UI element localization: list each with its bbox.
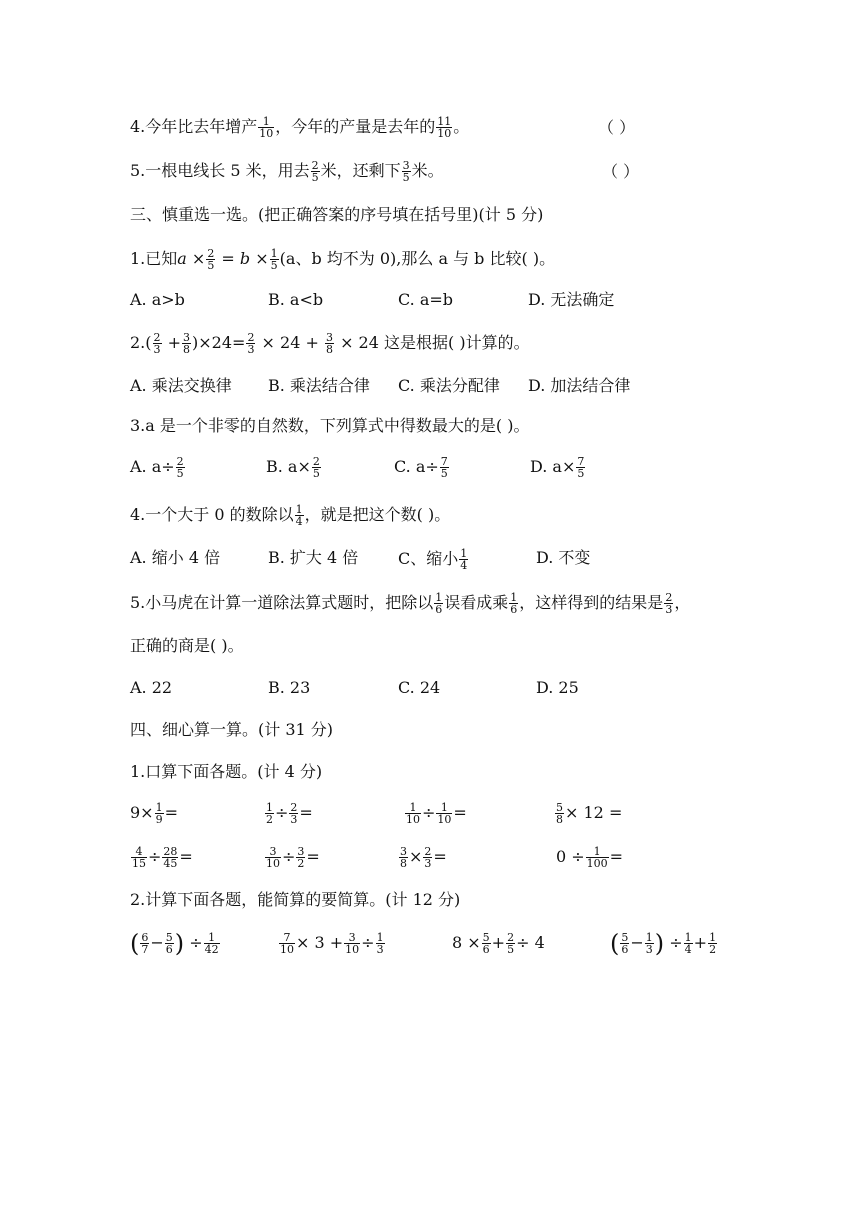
option-b[interactable]: B. 乘法结合律 (268, 376, 370, 395)
choice-q1: 1.已知a × $\frac{2}{5}$ = b × $\frac{1}{5}$ (a、b 均不为 0),那么 a 与 b 比较( )。 (130, 247, 556, 272)
choice-q4: 4.一个大于 0 的数除以 $\frac{1}{4}$ ，就是把这个数( )。 (130, 503, 451, 528)
answer-paren[interactable]: （ ） (602, 162, 640, 181)
oral-calc: $\frac{1}{2}$ ÷ $\frac{2}{3}$ = (266, 801, 313, 826)
judge-q5: 5.一根电线长 5 米，用去 $\frac{2}{5}$ 米，还剩下 $\frac{3}{5}$ 米。 (130, 159, 444, 184)
option-b[interactable]: B. a<b (268, 290, 324, 309)
oral-calc: 0 ÷ $\frac{1}{100}$ = (556, 845, 624, 870)
option-d[interactable]: D. a× $\frac{7}{5}$ (530, 455, 585, 480)
option-a[interactable]: A. 乘法交换律 (130, 376, 232, 395)
option-d[interactable]: D. 25 (536, 678, 579, 697)
option-a[interactable]: A. a>b (130, 290, 185, 309)
section-title: 四、细心算一算。(计 31 分) (130, 720, 334, 739)
choice-q3: 3.a 是一个非零的自然数，下列算式中得数最大的是( )。 (130, 416, 530, 435)
option-c[interactable]: C、缩小 $\frac{1}{4}$ (398, 547, 468, 572)
fraction: $\frac{1}{10}$ (259, 115, 274, 140)
option-d[interactable]: D. 加法结合律 (528, 376, 631, 395)
subsection-title: 2.计算下面各题，能简算的要简算。(计 12 分) (130, 890, 461, 909)
fraction: $\frac{2}{5}$ (311, 159, 319, 184)
oral-calc: $\frac{4}{15}$ ÷ $\frac{28}{45}$ = (132, 845, 193, 870)
subsection-title: 1.口算下面各题。(计 4 分) (130, 762, 323, 781)
option-b[interactable]: B. a× $\frac{2}{5}$ (266, 455, 320, 480)
q-text: 4.今年比去年增产 (130, 117, 258, 136)
option-b[interactable]: B. 扩大 4 倍 (268, 548, 359, 567)
option-a[interactable]: A. a÷ $\frac{2}{5}$ (130, 455, 184, 480)
oral-calc: $\frac{3}{8}$ × $\frac{2}{3}$ = (400, 845, 447, 870)
answer-paren[interactable]: （ ） (598, 118, 636, 137)
calc-problem: $\frac{7}{10}$ × 3 + $\frac{3}{10}$ ÷ $\frac{1}{3}$ (280, 931, 384, 956)
oral-calc: 9× $\frac{1}{9}$ = (130, 801, 178, 826)
option-c[interactable]: C. a=b (398, 290, 454, 309)
choice-q2: 2.( $\frac{2}{3}$ + $\frac{3}{8}$ )×24= $\frac{2}{3}$ × 24 + $\frac{3}{8}$ × 24 这是根据( )计算的。 (130, 331, 530, 356)
oral-calc: $\frac{1}{10}$ ÷ $\frac{1}{10}$ = (406, 801, 467, 826)
choice-q5-line2: 正确的商是( )。 (130, 636, 244, 655)
fraction: $\frac{3}{5}$ (402, 159, 410, 184)
calc-problem: 8 × $\frac{5}{6}$ + $\frac{2}{5}$ ÷ 4 (452, 931, 545, 956)
choice-q5: 5.小马虎在计算一道除法算式题时，把除以 $\frac{1}{6}$ 误看成乘 $\frac{1}{6}$ ，这样得到的结果是 $\frac{2}{3}$ ， (130, 591, 691, 616)
calc-problem: ( $\frac{5}{6}$ − $\frac{1}{3}$ ) ÷ $\frac{1}{4}$ + $\frac{1}{2}$ (610, 929, 717, 958)
option-c[interactable]: C. 24 (398, 678, 441, 697)
option-b[interactable]: B. 23 (268, 678, 311, 697)
calc-problem: ( $\frac{6}{7}$ − $\frac{5}{6}$ ) ÷ $\frac{1}{42}$ (130, 929, 219, 958)
section-title: 三、慎重选一选。(把正确答案的序号填在括号里)(计 5 分) (130, 205, 544, 224)
fraction: $\frac{11}{10}$ (437, 115, 452, 140)
option-d[interactable]: D. 无法确定 (528, 290, 615, 309)
judge-q4: 4.今年比去年增产 $\frac{1}{10}$ ，今年的产量是去年的 $\frac{11}{10}$ 。 (130, 115, 470, 140)
option-c[interactable]: C. a÷ $\frac{7}{5}$ (394, 455, 448, 480)
oral-calc: $\frac{5}{8}$ × 12 = (556, 801, 623, 826)
oral-calc: $\frac{3}{10}$ ÷ $\frac{3}{2}$ = (266, 845, 320, 870)
option-c[interactable]: C. 乘法分配律 (398, 376, 500, 395)
option-a[interactable]: A. 22 (130, 678, 173, 697)
option-d[interactable]: D. 不变 (536, 548, 591, 567)
option-a[interactable]: A. 缩小 4 倍 (130, 548, 221, 567)
